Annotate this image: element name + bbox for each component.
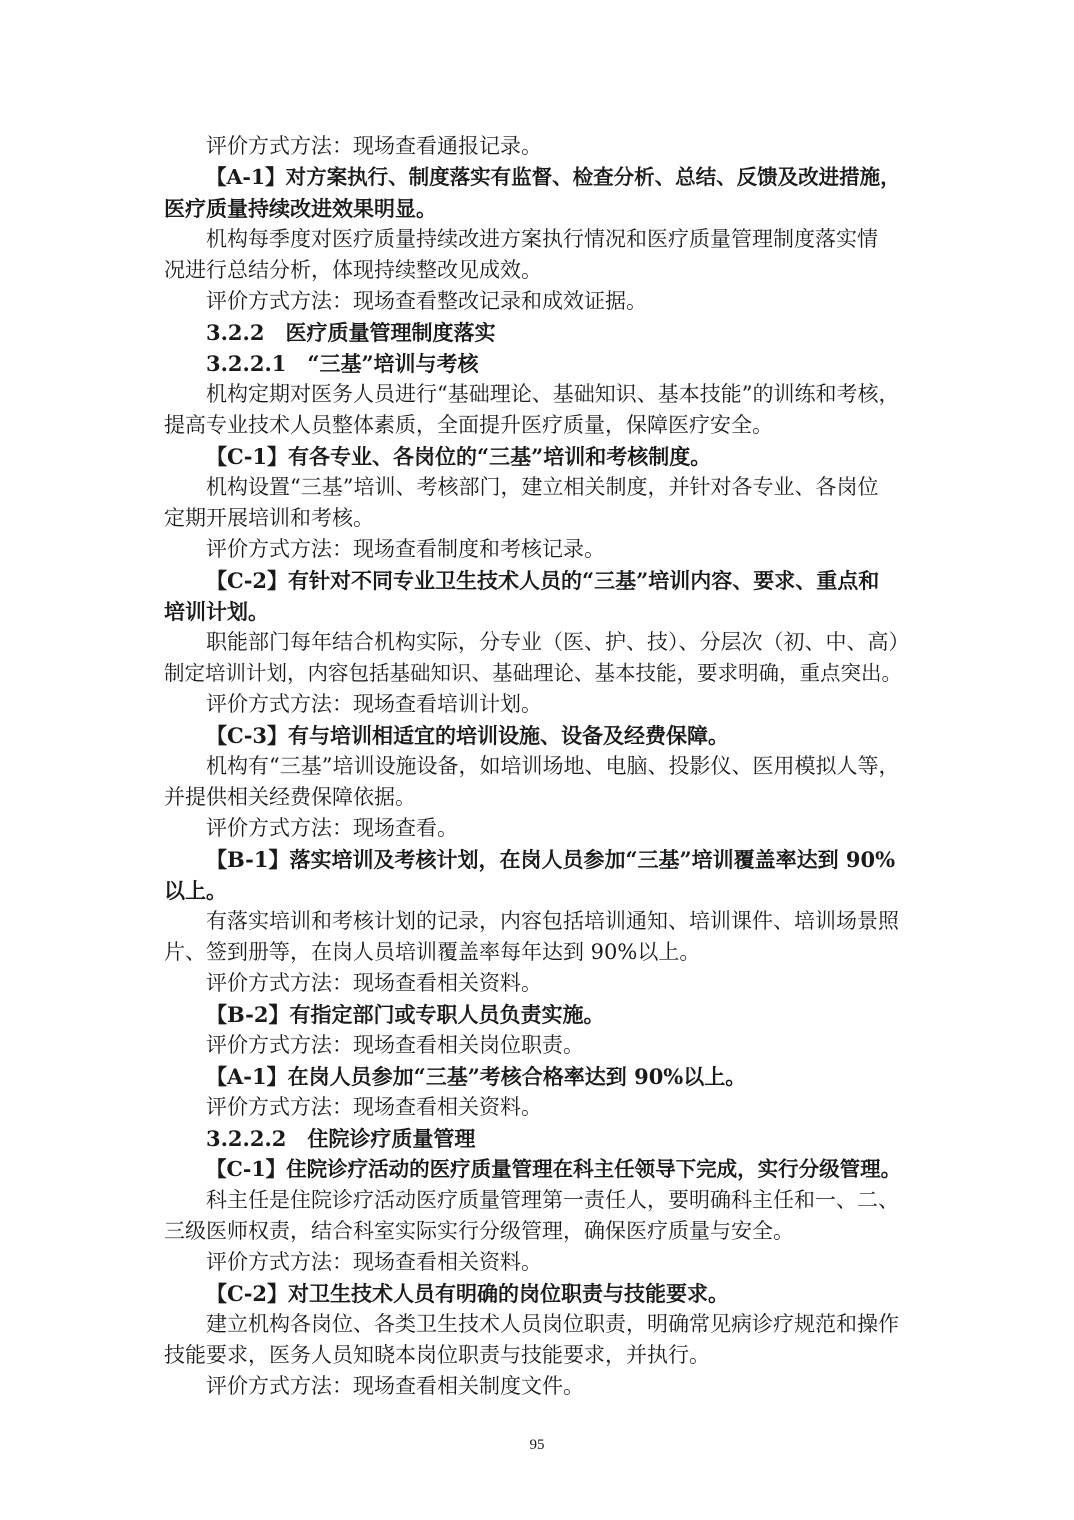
heading-line: 3.2.2.1 “三基”培训与考核: [206, 351, 479, 376]
text-line: 评价方式方法：现场查看培训计划。: [206, 692, 542, 716]
text-line: 有落实培训和考核计划的记录，内容包括培训通知、培训课件、培训场景照: [206, 909, 899, 933]
text-line: 机构设置“三基”培训、考核部门，建立相关制度，并针对各专业、各岗位: [206, 475, 879, 499]
text-line: 机构定期对医务人员进行“基础理论、基础知识、基本技能”的训练和考核，: [206, 382, 900, 406]
heading-line: 【C-1】有各专业、各岗位的“三基”培训和考核制度。: [206, 444, 712, 469]
text-line: 职能部门每年结合机构实际，分专业（医、护、技）、分层次（初、中、高）: [206, 630, 910, 654]
text-line: 提高专业技术人员整体素质，全面提升医疗质量，保障医疗安全。: [164, 413, 773, 437]
heading-line: 【C-1】住院诊疗活动的医疗质量管理在科主任领导下完成，实行分级管理。: [206, 1157, 902, 1181]
text-line: 机构每季度对医疗质量持续改进方案执行情况和医疗质量管理制度落实情: [206, 227, 878, 251]
heading-line: 医疗质量持续改进效果明显。: [164, 196, 437, 221]
text-line: 技能要求，医务人员知晓本岗位职责与技能要求，并执行。: [164, 1343, 710, 1367]
page-number: 95: [529, 1437, 545, 1453]
heading-line: 【A-1】对方案执行、制度落实有监督、检查分析、总结、反馈及改进措施，: [206, 165, 901, 189]
heading-line: 【B-1】落实培训及考核计划，在岗人员参加“三基”培训覆盖率达到 90%: [206, 847, 896, 872]
page-body: [164, 131, 912, 1402]
text-line: 评价方式方法：现场查看相关岗位职责。: [206, 1033, 584, 1057]
text-line: 制定培训计划，内容包括基础知识、基础理论、基本技能，要求明确，重点突出。: [164, 661, 902, 685]
text-line: 三级医师权责，结合科室实际实行分级管理，确保医疗质量与安全。: [164, 1219, 794, 1243]
text-line: 并提供相关经费保障依据。: [164, 785, 416, 809]
text-line: 定期开展培训和考核。: [164, 506, 374, 530]
text-line: 评价方式方法：现场查看通报记录。: [206, 134, 542, 158]
text-line: 评价方式方法：现场查看相关资料。: [206, 971, 542, 995]
text-line: 评价方式方法：现场查看相关制度文件。: [206, 1374, 584, 1398]
heading-line: 3.2.2 医疗质量管理制度落实: [206, 320, 496, 345]
text-line: 况进行总结分析，体现持续整改见成效。: [164, 258, 542, 282]
heading-line: 培训计划。: [164, 599, 269, 624]
heading-line: 3.2.2.2 住院诊疗质量管理: [206, 1126, 476, 1151]
text-line: 片、签到册等，在岗人员培训覆盖率每年达到 90%以上。: [164, 940, 701, 964]
heading-line: 【C-2】对卫生技术人员有明确的岗位职责与技能要求。: [206, 1281, 730, 1306]
text-line: 评价方式方法：现场查看制度和考核记录。: [206, 537, 605, 561]
text-line: 科主任是住院诊疗活动医疗质量管理第一责任人，要明确科主任和一、二、: [206, 1188, 899, 1212]
heading-line: 以上。: [164, 878, 227, 903]
text-line: 建立机构各岗位、各类卫生技术人员岗位职责，明确常见病诊疗规范和操作: [206, 1312, 899, 1336]
text-line: 评价方式方法：现场查看相关资料。: [206, 1250, 542, 1274]
text-line: 评价方式方法：现场查看相关资料。: [206, 1095, 542, 1119]
heading-line: 【B-2】有指定部门或专职人员负责实施。: [206, 1002, 605, 1027]
heading-line: 【A-1】在岗人员参加“三基”考核合格率达到 90%以上。: [206, 1064, 747, 1089]
text-line: 评价方式方法：现场查看。: [206, 816, 458, 840]
heading-line: 【C-3】有与培训相适宜的培训设施、设备及经费保障。: [206, 723, 730, 748]
text-line: 评价方式方法：现场查看整改记录和成效证据。: [206, 289, 647, 313]
text-line: 机构有“三基”培训设施设备，如培训场地、电脑、投影仪、医用模拟人等，: [206, 754, 900, 778]
heading-line: 【C-2】有针对不同专业卫生技术人员的“三基”培训内容、要求、重点和: [206, 568, 880, 593]
